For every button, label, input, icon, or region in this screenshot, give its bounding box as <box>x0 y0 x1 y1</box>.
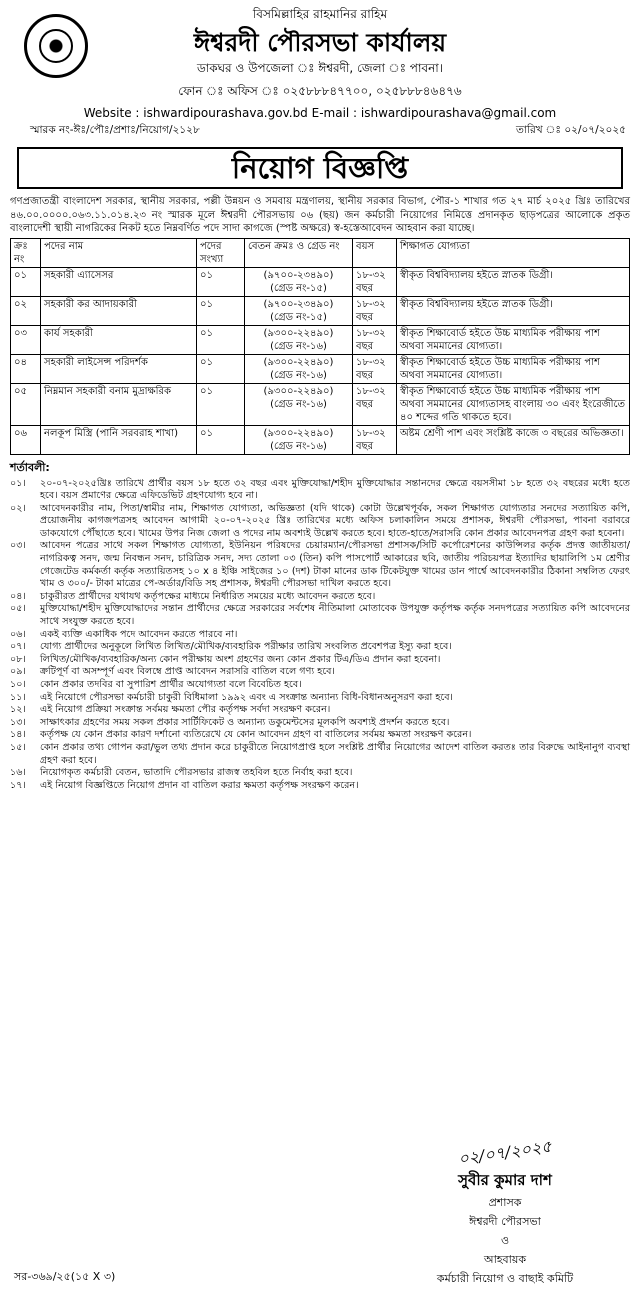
condition-number: ১৭। <box>10 779 26 791</box>
cell-count: ০১ <box>197 325 245 354</box>
pay-scale: (৯৭০০-২৩৪৯০) <box>263 269 334 281</box>
condition-number: ০৩। <box>10 540 26 552</box>
cell-post: সহকারী লাইসেন্স পরিদর্শক <box>41 354 197 383</box>
condition-item <box>10 478 630 503</box>
condition-text: মুক্তিযোদ্ধা/শহীদ মুক্তিযোদ্ধাদের সন্তান প্রার্থীদের ক্ষেত্রে সরকারের সর্বশেষ নীতিমালা মোতাবেক উপযুক্ত কর্তৃপক্ষ কর্তৃক সনদপত্রের সত্যায়িত কপি আবেদনের সাথে সংযুক্ত করতে হবে। <box>40 603 630 628</box>
col-header-post: পদের নাম <box>41 238 197 267</box>
cell-scale <box>245 267 353 296</box>
condition-item <box>10 591 630 604</box>
cell-age: ১৮-৩২ বছর <box>353 267 397 296</box>
cell-scale <box>245 354 353 383</box>
condition-number: ০৫। <box>10 603 26 615</box>
condition-number: ১৩। <box>10 716 26 728</box>
col-header-scale: বেতন ক্রমঃ ও গ্রেড নং <box>245 238 353 267</box>
cell-sl: ০৬ <box>11 425 41 454</box>
condition-item <box>10 503 630 541</box>
signatory-and: ও <box>500 1234 510 1247</box>
pay-scale: (৯৭০০-২৩৪৯০) <box>263 298 334 310</box>
cell-qualification: স্বীকৃত শিক্ষাবোর্ড হইতে উচ্চ মাধ্যমিক পরীক্ষায় পাশ অথবা সমমানের যোগ্যতা। <box>397 325 630 354</box>
condition-text: এই নিয়োগ বিজ্ঞপ্তিতে নিয়োগ প্রদান বা বাতিল করার ক্ষমতা কর্তৃপক্ষ সংরক্ষণ করেন। <box>40 779 359 791</box>
condition-text: কর্তৃপক্ষ যে কোন প্রকার কারণ দর্শানো ব্যতিরেখে যে কোন আবেদন গ্রহণ বা বাতিলের সর্বময় ক্ষমতা সংরক্ষণ করেন। <box>40 729 472 741</box>
conditions-list <box>10 478 630 793</box>
condition-text: আবেদন পত্রের সাথে সকল শিক্ষাগত যোগ্যতা, ইউনিয়ন পরিষদের চেয়ারম্যান/পৌরসভা প্রশাসক/সিটি কর্পোরেশনের কাউন্সিলর কর্তৃক প্রদত্ত জাতীয়তা/নাগরিকত্ব সনদ, জন্ম নিবন্ধন সনদ, চারিত্রিক সনদ, সদ্য তোলা ০৩ (তিন) কপি পাসপোর্ট আকারের ছবি, জাতীয় পরিচয়পত্র ইত্যাদির ছায়ালিপি ১ম শ্রেণীর গেজেটেড কর্মকর্তা কর্তৃক সত্যায়িতসহ ১০ x ৪ ইঞ্চি সাইজের ১০ (দশ) টাকা মানের ডাক টিকেটযুক্ত খামের ডান পার্শ্বে আবেদনকারীর ঠিকানা সম্বলিত ফেরৎ খাম ও ৩০০/- টাকা মাত্রের পে-অর্ডার/বিডি সহ প্রশাসক, ঈশ্বরদী পৌরসভা দাখিল করতে হবে। <box>40 540 630 590</box>
cell-sl: ০৪ <box>11 354 41 383</box>
condition-text: একই ব্যক্তি একাধিক পদে আবেদন করতে পারবে না। <box>40 628 238 640</box>
cell-count: ০১ <box>197 425 245 454</box>
condition-item <box>10 780 630 793</box>
condition-item <box>10 767 630 780</box>
cell-age: ১৮-৩২ বছর <box>353 383 397 425</box>
condition-text: সাক্ষাৎকার গ্রহণের সময় সকল প্রকার সার্টিফিকেট ও অন্যান্য ডকুমেন্টসের মূলকপি অবশ্যই প্রদর্শন করতে হবে। <box>40 716 450 728</box>
condition-number: ০৬। <box>10 628 26 640</box>
cell-qualification: স্বীকৃত শিক্ষাবোর্ড হইতে উচ্চ মাধ্যমিক পরীক্ষায় পাশ অথবা সমমানের যোগ্যতা। <box>397 354 630 383</box>
pay-scale: (৯৩০০-২২৪৯০) <box>263 385 334 397</box>
condition-item <box>10 666 630 679</box>
condition-text: আবেদনকারীর নাম, পিতা/স্বামীর নাম, শিক্ষাগত যোগ্যতা, অভিজ্ঞতা (যদি থাকে) কোটা উল্লেখপূর্বক, সকল শিক্ষাগত যোগ্যতার সনদের সত্যায়িত কপি, প্রয়োজনীয় কাগজপত্রসহ আবেদন আগামী ২০-০৭-২০২৫ খ্রিঃ তারিখের মধ্যে অফিস চলাকালিন সময়ে প্রশাসক, ঈশ্বরদী পৌরসভা, পাবনা বরাবরে ডাকযোগে পৌঁছাতে হবে। খামের উপর নিজ জেলা ও পদের নাম অবশ্যই উল্লেখ করতে হবে। হাতে-হাতে/সরাসরি কোন প্রকার আবেদনপত্র গ্রহণ করা হবেনা। <box>40 502 630 539</box>
condition-text: ক্রটিপূর্ণ বা অসম্পূর্ণ এবং বিলম্বে প্রাপ্ত আবেদন সরাসরি বাতিল বলে গণ্য হবে। <box>40 666 335 678</box>
cell-count: ০১ <box>197 383 245 425</box>
signatory-role-2: ঈশ্বরদী পৌরসভা <box>469 1215 541 1228</box>
cell-age: ১৮-৩২ বছর <box>353 296 397 325</box>
cell-post: কার্য সহকারী <box>41 325 197 354</box>
grade-number: (গ্রেড নং-১৫) <box>270 282 327 294</box>
condition-text: এই নিয়োগ প্রক্রিয়া সংক্রান্ত সর্বময় ক্ষমতা পৌর কর্তৃপক্ষ সর্বদা সংরক্ষণ করেন। <box>40 704 331 716</box>
office-name: ঈশ্বরদী পৌরসভা কার্যালয় <box>193 28 447 57</box>
cell-qualification: স্বীকৃত বিশ্ববিদ্যালয় হইতে স্নাতক ডিগ্রী। <box>397 267 630 296</box>
condition-item <box>10 679 630 692</box>
cell-age: ১৮-৩২ বছর <box>353 354 397 383</box>
condition-item <box>10 603 630 628</box>
condition-number: ০৭। <box>10 641 26 653</box>
cell-post: নলকূপ মিস্ত্রি (পানি সরবরাহ শাখা) <box>41 425 197 454</box>
table-row <box>11 354 630 383</box>
col-header-qualification: শিক্ষাগত যোগ্যতা <box>397 238 630 267</box>
condition-number: ০৮। <box>10 653 26 665</box>
memo-number: স্মারক নং-ঈঃ/পৌঃ/প্রশাঃ/নিয়োগ/২১২৮ <box>30 124 200 136</box>
footer-reference: সর-৩৬৯/২৫(১৫ X ৩) <box>14 1270 116 1283</box>
conditions-title: শর্তাবলী: <box>10 460 50 474</box>
cell-scale <box>245 296 353 325</box>
table-row <box>11 267 630 296</box>
condition-number: ১২। <box>10 704 26 716</box>
grade-number: (গ্রেড নং-১৬) <box>270 369 327 381</box>
condition-text: কোন প্রকার তদবির বা সুপারিশ প্রার্থীর অযোগ্যতা বলে বিবেচিত হবে। <box>40 679 302 690</box>
condition-number: ০১। <box>10 477 26 489</box>
posts-table-body <box>11 267 630 454</box>
grade-number: (গ্রেড নং-১৬) <box>270 398 327 410</box>
condition-item <box>10 629 630 642</box>
memo-row <box>10 123 630 140</box>
letterhead <box>10 6 630 141</box>
pay-scale: (৯৩০০-২২৪৯০) <box>263 356 334 368</box>
col-header-age: বয়স <box>353 238 397 267</box>
condition-item <box>10 704 630 717</box>
condition-number: ১০। <box>10 679 26 690</box>
cell-post: নিম্নমান সহকারী বনাম মুদ্রাক্ষরিক <box>41 383 197 425</box>
signatory-role-3: আহবায়ক <box>483 1253 527 1266</box>
col-header-sl: ক্রঃ নং <box>11 238 41 267</box>
condition-text: এই নিয়োগে পৌরসভা কর্মচারী চাকুরী বিধিমালা ১৯৯২ এবং এ সংক্রান্ত অন্যান্য বিধি-বিধানঅনুসরণ করা হবে। <box>40 691 453 703</box>
cell-count: ০১ <box>197 354 245 383</box>
table-header-row <box>11 238 630 267</box>
condition-item <box>10 717 630 730</box>
condition-text: ২০-০৭-২০২৫খ্রিঃ তারিখে প্রার্থীর বয়স ১৮ হতে ৩২ বছর এবং মুক্তিযোদ্ধা/শহীদ মুক্তিযোদ্ধার সন্তানদের ক্ষেত্রে বয়সসীমা ১৮ হতে ৩২ বছরের মধ্যে হতে হবে। বয়স প্রমাণের ক্ষেত্রে এফিডেভিট গ্রহণযোগ্য হবে না। <box>40 477 630 502</box>
table-row <box>11 425 630 454</box>
office-phone: ফোন ঃ অফিস ঃ ০২৫৮৮৮৪৭৭০০, ০২৫৮৮৮৪৬৪৭৬ <box>178 84 462 98</box>
condition-number: ১৪। <box>10 729 26 741</box>
condition-number: ০৪। <box>10 590 26 602</box>
condition-item <box>10 742 630 767</box>
signature-block <box>400 1136 610 1289</box>
cell-scale <box>245 425 353 454</box>
cell-count: ০১ <box>197 296 245 325</box>
condition-text: কোন প্রকার তথ্য গোপন করা/ভুল তথ্য প্রদান করে চাকুরীতে নিয়োগপ্রাপ্ত হলে সংশ্লিষ্ট প্রার্থীর নিয়োগের আদেশ বাতিল করতঃ তার বিরুদ্ধে আইনানুগ ব্যবস্থা গ্রহণ করা হবে। <box>40 741 630 766</box>
signatory-role-4: কর্মচারী নিয়োগ ও বাছাই কমিটি <box>436 1272 574 1285</box>
cell-age: ১৮-৩২ বছর <box>353 425 397 454</box>
cell-qualification: অষ্টম শ্রেণী পাশ এবং সংশ্লিষ্ট কাজে ৩ বছরের অভিজ্ঞতা। <box>397 425 630 454</box>
intro-paragraph: গণপ্রজাতন্ত্রী বাংলাদেশ সরকার, স্থানীয় সরকার, পল্লী উন্নয়ন ও সমবায় মন্ত্রণালয়, স্থানীয় সরকার বিভাগ, পৌর-১ শাখার গত ২৭ মার্চ ২০২৫ খ্রিঃ তারিখের ৪৬.০০.০০০০.০৬৩.১১.০১৪.২৩ নং স্মারক মূলে ঈশ্বরদী পৌরসভায় ০৬ (ছয়) জন কর্মচারী নিয়োগের নিমিত্তে প্রদানকৃত ছাড়পত্রের আলোকে প্রকৃত বাংলাদেশী স্থায়ী নাগরিকের নিকট হতে নিম্নবর্ণিত পদে সাদা কাগজে (স্পষ্ট অক্ষরে) স্ব-হস্তেআবেদন আহবান করা যাচ্ছে। <box>10 196 630 234</box>
condition-text: লিখিত/মৌখিক/ব্যবহারিক/অন্য কোন পরীক্ষায় অংশ গ্রহণের জন্য কোন প্রকার টিএ/ডিএ প্রদান করা হবেনা। <box>40 653 441 665</box>
condition-number: ১১। <box>10 691 26 703</box>
signatory-role-1: প্রশাসক <box>488 1196 522 1209</box>
grade-number: (গ্রেড নং-১৬) <box>270 340 327 352</box>
condition-item <box>10 540 630 590</box>
notice-title: নিয়োগ বিজ্ঞপ্তি <box>17 147 623 189</box>
cell-sl: ০৩ <box>11 325 41 354</box>
signature-scrawl: ০২/০৭/২০২৫ <box>456 1136 553 1169</box>
cell-scale <box>245 383 353 425</box>
office-address: ডাকঘর ও উপজেলা ঃ ঈশ্বরদী, জেলা ঃ পাবনা। <box>196 61 444 75</box>
table-row <box>11 383 630 425</box>
condition-item <box>10 654 630 667</box>
condition-text: নিয়োগকৃত কর্মচারী বেতন, ভাতাদি পৌরসভার রাজস্ব তহবিল হতে নির্বাহ করা হবে। <box>40 767 353 779</box>
condition-number: ০৯। <box>10 666 26 678</box>
condition-item <box>10 729 630 742</box>
cell-scale <box>245 325 353 354</box>
table-row <box>11 325 630 354</box>
condition-item <box>10 641 630 654</box>
pay-scale: (৯৩০০-২২৪৯০) <box>263 327 334 339</box>
condition-number: ১৬। <box>10 767 26 779</box>
table-row <box>11 296 630 325</box>
municipality-logo-icon <box>24 14 88 78</box>
signatory-name: সুবীর কুমার দাশ <box>458 1171 552 1189</box>
cell-post: সহকারী কর আদায়কারী <box>41 296 197 325</box>
cell-qualification: স্বীকৃত শিক্ষাবোর্ড হইতে উচ্চ মাধ্যমিক পরীক্ষায় পাশ অথবা সমমানের যোগ্যতাসহ বাংলায় ৩০ এবং ইংরেজীতে ৪০ শব্দের গতি থাকতে হবে। <box>397 383 630 425</box>
grade-number: (গ্রেড নং-১৫) <box>270 311 327 323</box>
cell-qualification: স্বীকৃত বিশ্ববিদ্যালয় হইতে স্নাতক ডিগ্রী। <box>397 296 630 325</box>
condition-number: ০২। <box>10 502 26 514</box>
cell-sl: ০৫ <box>11 383 41 425</box>
posts-table <box>10 238 630 455</box>
grade-number: (গ্রেড নং-১৬) <box>270 440 327 452</box>
col-header-count: পদের সংখ্যা <box>197 238 245 267</box>
cell-post: সহকারী এ্যাসেসর <box>41 267 197 296</box>
office-web-email: Website : ishwardipourashava.gov.bd E-mail : ishwardipourashava@gmail.com <box>83 106 557 120</box>
cell-age: ১৮-৩২ বছর <box>353 325 397 354</box>
pay-scale: (৯৩০০-২২৪৯০) <box>263 427 334 439</box>
cell-sl: ০২ <box>11 296 41 325</box>
condition-item <box>10 692 630 705</box>
condition-text: চাকুরীরত প্রার্থীদের যথাযথ কর্তৃপক্ষের মাধ্যমে নির্ধারিত সময়ের মধ্যে আবেদন করতে হবে। <box>40 590 376 602</box>
cell-sl: ০১ <box>11 267 41 296</box>
memo-date: তারিখ ঃ ০২/০৭/২০২৫ <box>516 124 626 136</box>
condition-number: ১৫। <box>10 741 26 753</box>
bismillah-line: বিসমিল্লাহির রাহমানির রাহিম <box>252 7 388 21</box>
cell-count: ০১ <box>197 267 245 296</box>
condition-text: যোগ্য প্রার্থীদের অনুকূলে লিখিত লিখিত/মৌখিক/ব্যবহারিক পরীক্ষার তারিখ সংবলিত প্রবেশপত্র ইস্যু করা হবে। <box>40 641 452 653</box>
